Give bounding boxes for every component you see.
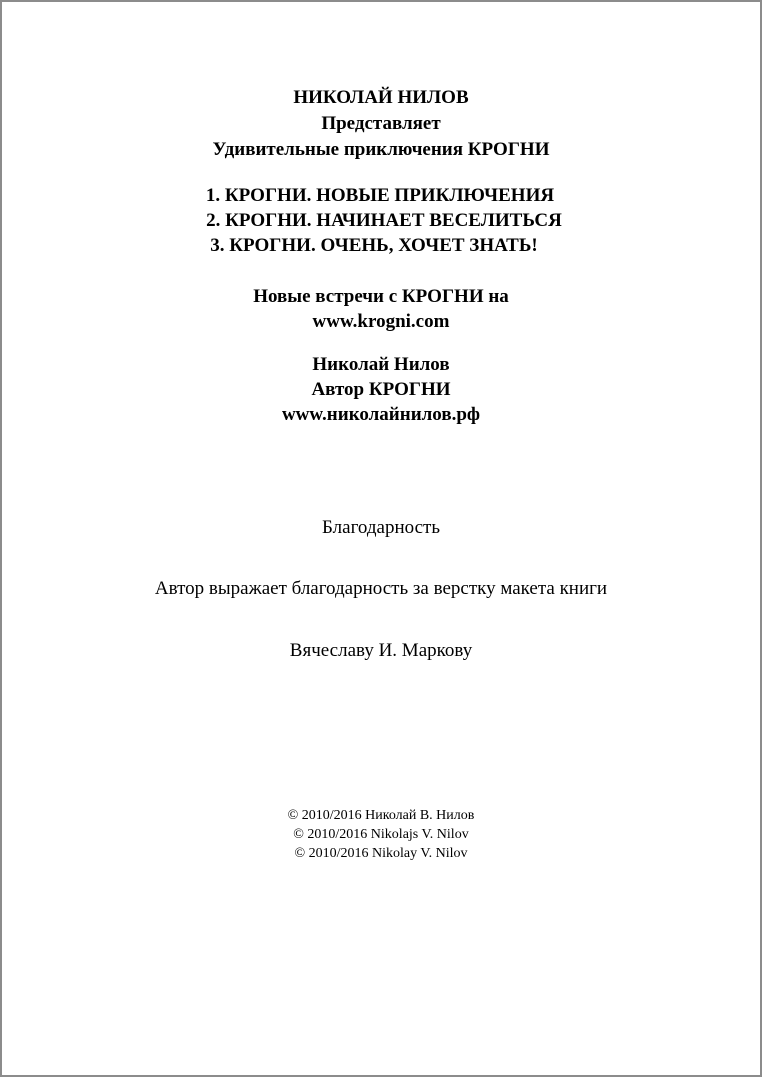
author-heading: НИКОЛАЙ НИЛОВ bbox=[293, 87, 469, 108]
series-item: 1. КРОГНИ. НОВЫЕ ПРИКЛЮЧЕНИЯ bbox=[205, 185, 555, 206]
copyright-line: © 2010/2016 Nikolay V. Nilov bbox=[294, 846, 468, 861]
author-block bbox=[2, 352, 760, 427]
series-list bbox=[2, 183, 760, 258]
copyright-line: © 2010/2016 Николай В. Нилов bbox=[287, 808, 475, 823]
meet-site: www.krogni.com bbox=[312, 311, 450, 332]
copyright-line: © 2010/2016 Nikolajs V. Nilov bbox=[293, 827, 469, 842]
series-item: 2. КРОГНИ. НАЧИНАЕТ ВЕСЕЛИТЬСЯ bbox=[206, 210, 562, 231]
author-name: Николай Нилов bbox=[312, 354, 450, 375]
acknowledgement-title: Благодарность bbox=[322, 517, 440, 538]
acknowledgement-text: Автор выражает благодарность за верстку макета книги bbox=[154, 578, 608, 599]
series-item: 3. КРОГНИ. ОЧЕНЬ, ХОЧЕТ ЗНАТЬ! bbox=[210, 235, 538, 256]
title-block bbox=[2, 85, 760, 163]
copyright-block bbox=[2, 806, 760, 863]
presents-label: Представляет bbox=[321, 113, 441, 134]
meet-text: Новые встречи с КРОГНИ на bbox=[253, 286, 509, 307]
acknowledgement-recipient: Вячеславу И. Маркову bbox=[289, 640, 473, 661]
series-title: Удивительные приключения КРОГНИ bbox=[212, 139, 550, 160]
meet-block bbox=[2, 284, 760, 334]
author-role: Автор КРОГНИ bbox=[311, 379, 451, 400]
author-site: www.николайнилов.рф bbox=[281, 404, 481, 425]
